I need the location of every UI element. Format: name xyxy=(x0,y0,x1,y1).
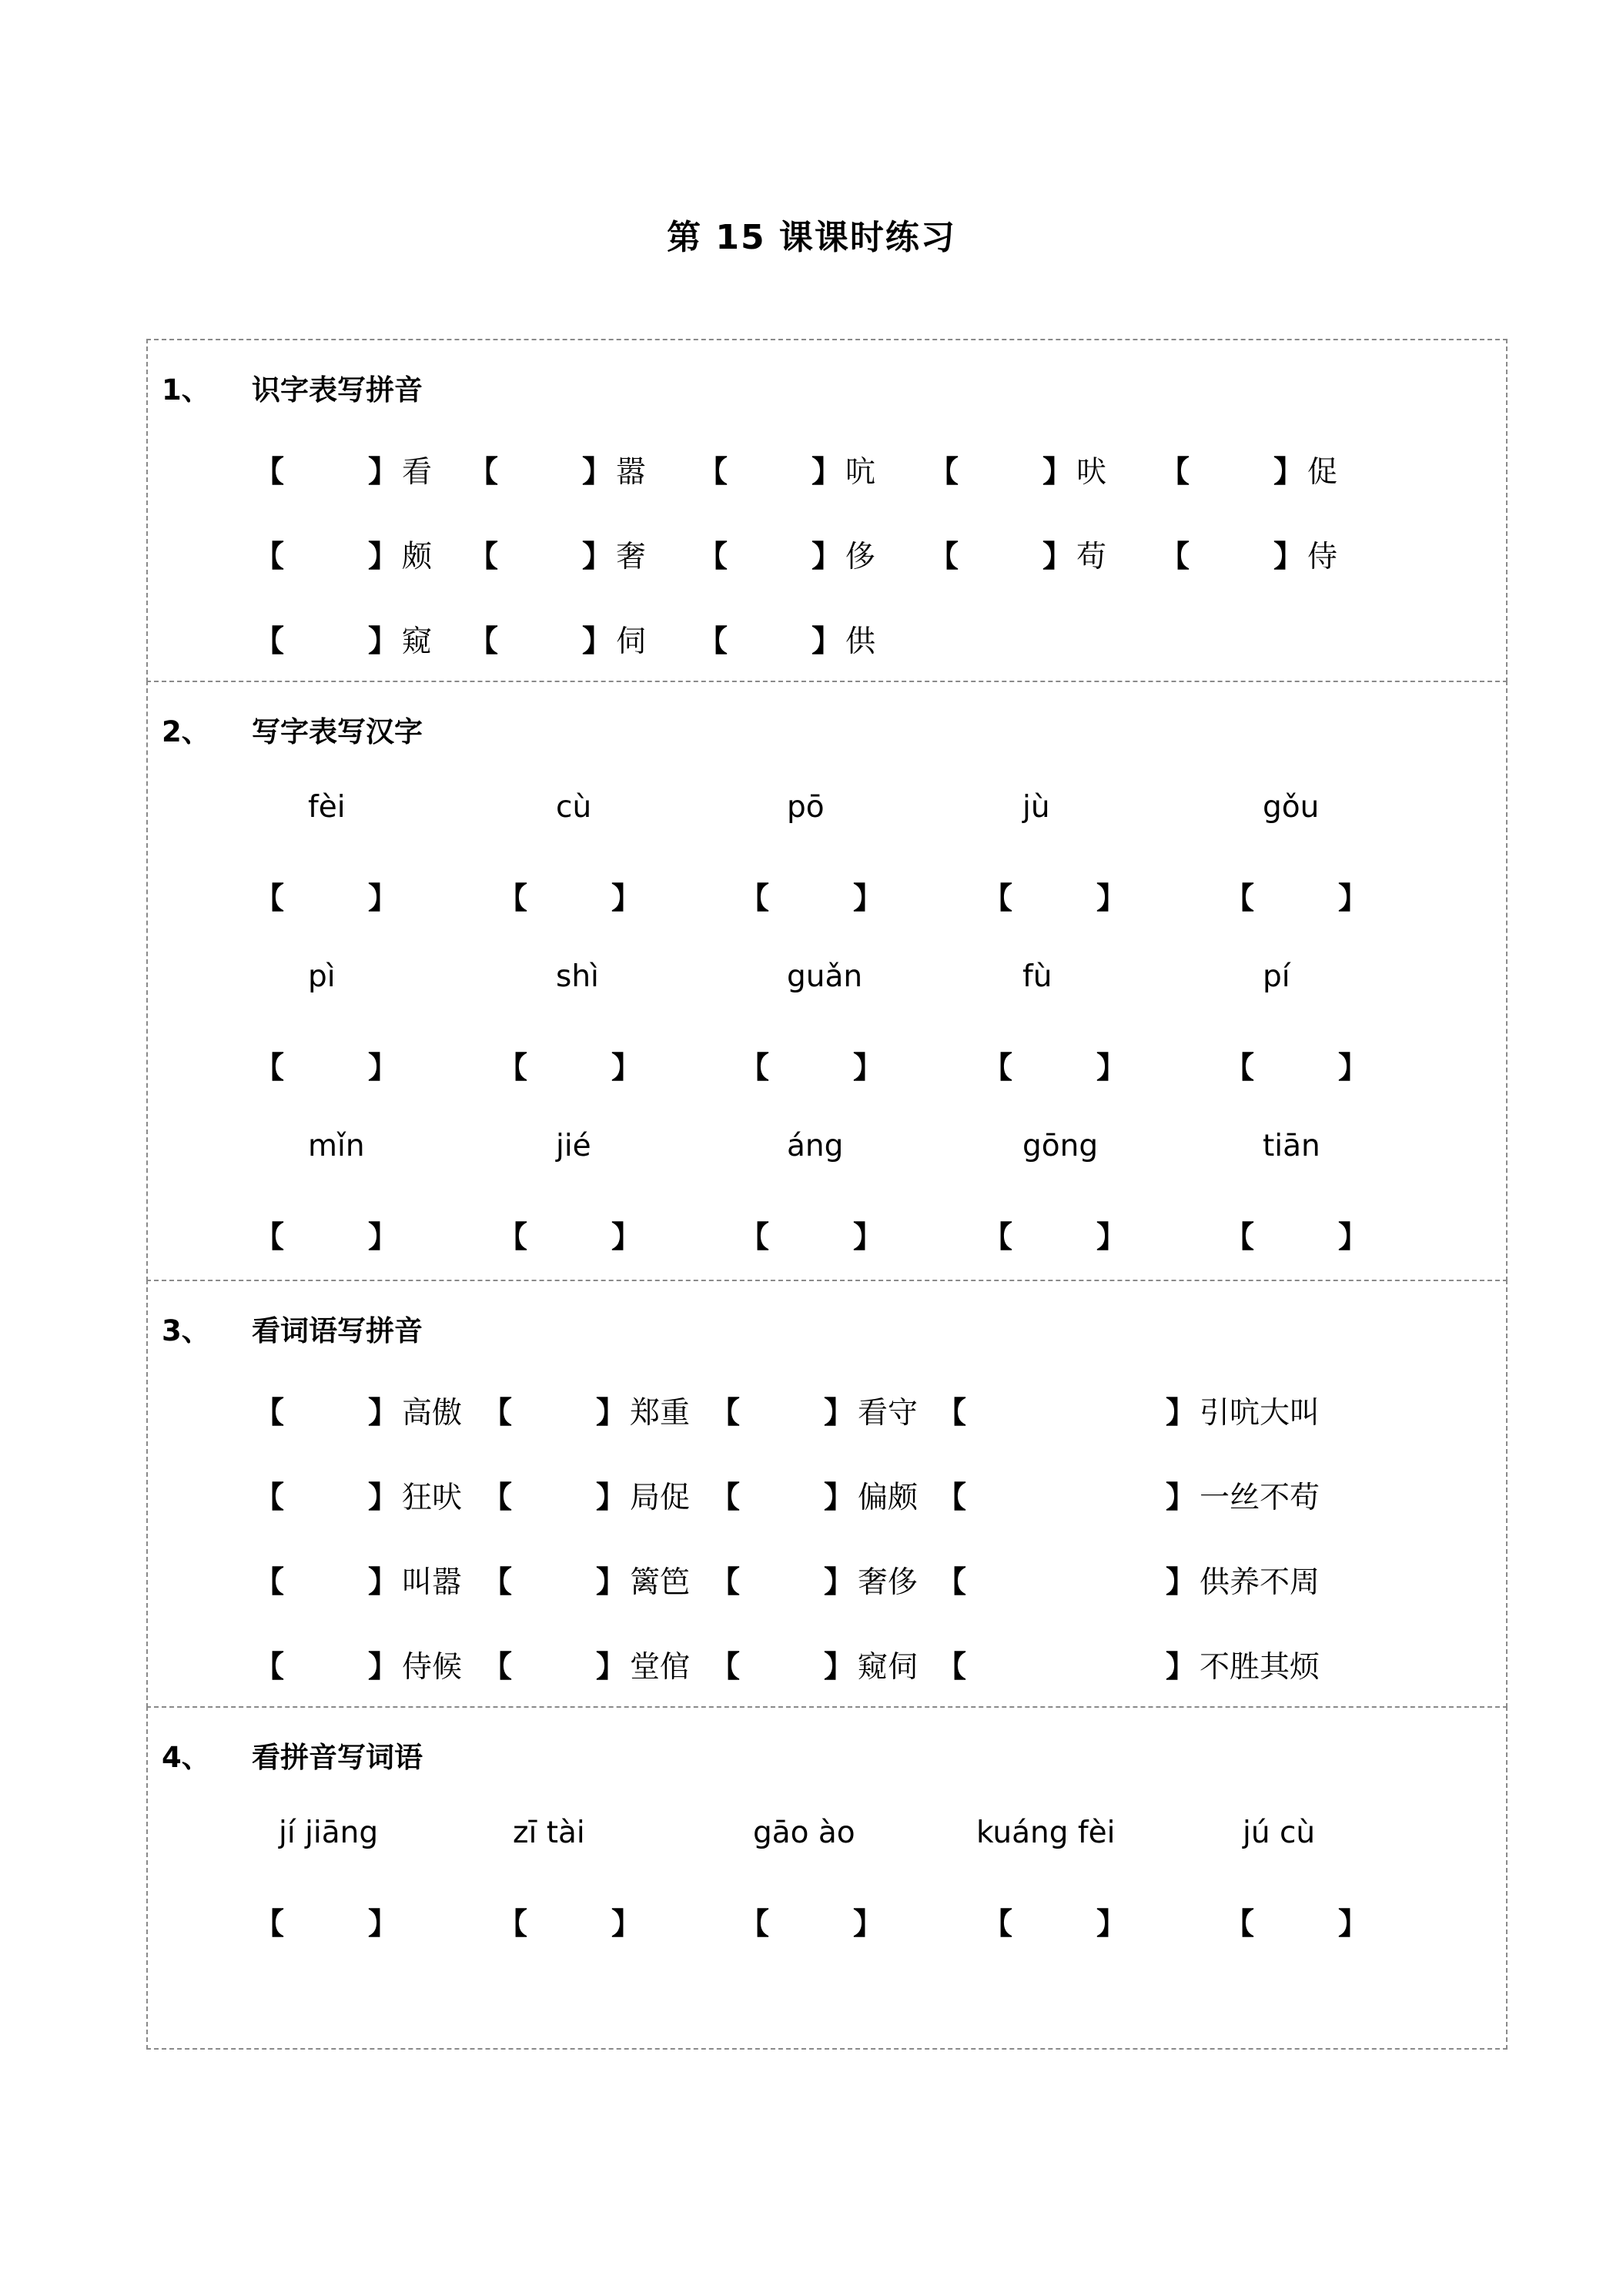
answer-bracket-open[interactable]: 【 xyxy=(929,455,959,490)
section-heading: 看拼音写词语 xyxy=(252,1741,423,1774)
answer-bracket-open[interactable]: 【 xyxy=(254,624,285,659)
answer-bracket-open[interactable]: 【 xyxy=(482,1565,513,1600)
answer-bracket-open[interactable]: 【 xyxy=(1224,882,1255,916)
character: 侍 xyxy=(1307,540,1338,574)
answer-bracket-open[interactable]: 【 xyxy=(929,540,959,574)
answer-bracket-open[interactable]: 【 xyxy=(936,1481,967,1515)
answer-bracket-open[interactable]: 【 xyxy=(482,1396,513,1431)
answer-bracket-open[interactable]: 【 xyxy=(497,1907,528,1942)
answer-bracket-open[interactable]: 【 xyxy=(254,882,285,916)
answer-bracket-close: 】 xyxy=(824,1481,855,1515)
character: 伺 xyxy=(616,624,647,659)
character: 看 xyxy=(402,455,433,490)
answer-bracket-close: 】 xyxy=(1096,1907,1127,1942)
pinyin: pì xyxy=(308,959,336,994)
character: 嚣 xyxy=(616,455,647,490)
pinyin: guǎn xyxy=(787,959,863,994)
word: 奢侈 xyxy=(858,1565,919,1600)
answer-bracket-open[interactable]: 【 xyxy=(1224,1220,1255,1255)
page-title: 第 15 课课时练习 xyxy=(667,218,956,257)
answer-bracket-open[interactable]: 【 xyxy=(254,1907,285,1942)
character: 苟 xyxy=(1076,540,1107,574)
answer-bracket-close: 】 xyxy=(1273,455,1304,490)
answer-bracket-close: 】 xyxy=(812,455,842,490)
answer-bracket-open[interactable]: 【 xyxy=(254,1650,285,1685)
answer-bracket-close: 】 xyxy=(368,1907,399,1942)
answer-bracket-open[interactable]: 【 xyxy=(254,1481,285,1515)
answer-bracket-close: 】 xyxy=(1042,540,1073,574)
answer-bracket-close: 】 xyxy=(368,1396,399,1431)
answer-bracket-open[interactable]: 【 xyxy=(254,1051,285,1086)
pinyin: jù xyxy=(1022,790,1050,825)
character: 侈 xyxy=(845,540,876,574)
word: 偏颇 xyxy=(858,1481,919,1515)
pinyin: fù xyxy=(1022,959,1052,994)
answer-bracket-close: 】 xyxy=(1042,455,1073,490)
answer-bracket-open[interactable]: 【 xyxy=(254,455,285,490)
answer-bracket-close: 】 xyxy=(582,540,613,574)
answer-bracket-close: 】 xyxy=(1338,1907,1369,1942)
word: 供养不周 xyxy=(1200,1565,1320,1600)
answer-bracket-close: 】 xyxy=(368,1051,399,1086)
answer-bracket-close: 】 xyxy=(368,1481,399,1515)
word: 看守 xyxy=(858,1396,919,1431)
pinyin: jié xyxy=(556,1129,591,1163)
word: 郑重 xyxy=(630,1396,691,1431)
word: 侍候 xyxy=(402,1650,463,1685)
answer-bracket-open[interactable]: 【 xyxy=(1160,455,1190,490)
answer-bracket-open[interactable]: 【 xyxy=(254,1220,285,1255)
character: 供 xyxy=(845,624,876,659)
answer-bracket-open[interactable]: 【 xyxy=(698,455,728,490)
word: 不胜其烦 xyxy=(1200,1650,1320,1685)
character: 吠 xyxy=(1076,455,1107,490)
pinyin: tiān xyxy=(1263,1129,1320,1163)
answer-bracket-open[interactable]: 【 xyxy=(1160,540,1190,574)
pinyin-phrase: gāo ào xyxy=(753,1816,855,1850)
section-number: 4、 xyxy=(162,1741,210,1774)
answer-bracket-open[interactable]: 【 xyxy=(739,1051,770,1086)
answer-bracket-open[interactable]: 【 xyxy=(982,1907,1013,1942)
answer-bracket-open[interactable]: 【 xyxy=(497,1220,528,1255)
answer-bracket-open[interactable]: 【 xyxy=(482,1481,513,1515)
answer-bracket-open[interactable]: 【 xyxy=(1224,1051,1255,1086)
answer-bracket-close: 】 xyxy=(1338,1051,1369,1086)
answer-bracket-open[interactable]: 【 xyxy=(710,1396,741,1431)
pinyin-phrase: kuáng fèi xyxy=(976,1816,1116,1850)
answer-bracket-open[interactable]: 【 xyxy=(698,624,728,659)
answer-bracket-close: 】 xyxy=(1096,1220,1127,1255)
character: 颇 xyxy=(402,540,433,574)
word: 叫嚣 xyxy=(402,1565,463,1600)
section-heading: 识字表写拼音 xyxy=(252,373,423,407)
section-number: 3、 xyxy=(162,1314,210,1347)
answer-bracket-close: 】 xyxy=(611,1220,642,1255)
answer-bracket-close: 】 xyxy=(812,540,842,574)
answer-bracket-close: 】 xyxy=(1338,882,1369,916)
answer-bracket-close: 】 xyxy=(368,1220,399,1255)
answer-bracket-open[interactable]: 【 xyxy=(982,882,1013,916)
pinyin: fèi xyxy=(308,790,346,825)
answer-bracket-open[interactable]: 【 xyxy=(468,624,499,659)
character: 吭 xyxy=(845,455,876,490)
section-heading: 看词语写拼音 xyxy=(252,1314,423,1347)
answer-bracket-close: 】 xyxy=(611,882,642,916)
answer-bracket-close: 】 xyxy=(582,455,613,490)
answer-bracket-close: 】 xyxy=(853,1907,884,1942)
word: 狂吠 xyxy=(402,1481,463,1515)
pinyin-phrase: jú cù xyxy=(1243,1816,1316,1850)
pinyin: áng xyxy=(787,1129,844,1163)
answer-bracket-close: 】 xyxy=(1166,1650,1196,1685)
answer-bracket-close: 】 xyxy=(1166,1565,1196,1600)
answer-bracket-close: 】 xyxy=(1096,882,1127,916)
answer-bracket-open[interactable]: 【 xyxy=(710,1565,741,1600)
pinyin-phrase: jí jiāng xyxy=(279,1816,379,1850)
answer-bracket-close: 】 xyxy=(1273,540,1304,574)
pinyin-phrase: zī tài xyxy=(513,1816,585,1850)
answer-bracket-close: 】 xyxy=(368,882,399,916)
answer-bracket-open[interactable]: 【 xyxy=(254,540,285,574)
answer-bracket-close: 】 xyxy=(596,1565,627,1600)
character: 窥 xyxy=(402,624,433,659)
word: 高傲 xyxy=(402,1396,463,1431)
pinyin: shì xyxy=(556,959,599,994)
answer-bracket-close: 】 xyxy=(368,455,399,490)
answer-bracket-close: 】 xyxy=(582,624,613,659)
word: 堂倌 xyxy=(630,1650,691,1685)
pinyin: gōng xyxy=(1022,1129,1099,1163)
answer-bracket-open[interactable]: 【 xyxy=(710,1650,741,1685)
answer-bracket-close: 】 xyxy=(596,1396,627,1431)
answer-bracket-open[interactable]: 【 xyxy=(936,1396,967,1431)
answer-bracket-close: 】 xyxy=(824,1396,855,1431)
answer-bracket-close: 】 xyxy=(368,540,399,574)
answer-bracket-close: 】 xyxy=(368,1565,399,1600)
pinyin: gǒu xyxy=(1263,790,1320,825)
answer-bracket-open[interactable]: 【 xyxy=(254,1565,285,1600)
answer-bracket-close: 】 xyxy=(611,1907,642,1942)
answer-bracket-open[interactable]: 【 xyxy=(710,1481,741,1515)
answer-bracket-open[interactable]: 【 xyxy=(497,1051,528,1086)
pinyin: pí xyxy=(1263,959,1290,994)
section-number: 1、 xyxy=(162,373,210,407)
pinyin: cù xyxy=(556,790,592,825)
answer-bracket-open[interactable]: 【 xyxy=(497,882,528,916)
answer-bracket-open[interactable]: 【 xyxy=(982,1051,1013,1086)
answer-bracket-open[interactable]: 【 xyxy=(936,1565,967,1600)
answer-bracket-close: 】 xyxy=(611,1051,642,1086)
answer-bracket-close: 】 xyxy=(853,1051,884,1086)
answer-bracket-open[interactable]: 【 xyxy=(739,1220,770,1255)
pinyin: mǐn xyxy=(308,1129,365,1163)
answer-bracket-open[interactable]: 【 xyxy=(468,455,499,490)
answer-bracket-open[interactable]: 【 xyxy=(698,540,728,574)
answer-bracket-open[interactable]: 【 xyxy=(739,882,770,916)
answer-bracket-open[interactable]: 【 xyxy=(739,1907,770,1942)
word: 局促 xyxy=(630,1481,691,1515)
answer-bracket-close: 】 xyxy=(853,1220,884,1255)
answer-bracket-close: 】 xyxy=(1096,1051,1127,1086)
character: 奢 xyxy=(616,540,647,574)
answer-bracket-open[interactable]: 【 xyxy=(982,1220,1013,1255)
answer-bracket-close: 】 xyxy=(368,1650,399,1685)
answer-bracket-close: 】 xyxy=(812,624,842,659)
word: 引吭大叫 xyxy=(1200,1396,1320,1431)
answer-bracket-close: 】 xyxy=(1338,1220,1369,1255)
section-heading: 写字表写汉字 xyxy=(252,715,423,748)
answer-bracket-close: 】 xyxy=(1166,1481,1196,1515)
word: 窥伺 xyxy=(858,1650,919,1685)
answer-bracket-close: 】 xyxy=(596,1481,627,1515)
section-number: 2、 xyxy=(162,715,210,748)
character: 促 xyxy=(1307,455,1338,490)
answer-bracket-close: 】 xyxy=(368,624,399,659)
answer-bracket-open[interactable]: 【 xyxy=(936,1650,967,1685)
answer-bracket-close: 】 xyxy=(853,882,884,916)
answer-bracket-open[interactable]: 【 xyxy=(1224,1907,1255,1942)
answer-bracket-open[interactable]: 【 xyxy=(468,540,499,574)
pinyin: pō xyxy=(787,790,825,825)
answer-bracket-close: 】 xyxy=(1166,1396,1196,1431)
answer-bracket-close: 】 xyxy=(824,1565,855,1600)
answer-bracket-open[interactable]: 【 xyxy=(482,1650,513,1685)
answer-bracket-close: 】 xyxy=(824,1650,855,1685)
word: 一丝不苟 xyxy=(1200,1481,1320,1515)
answer-bracket-close: 】 xyxy=(596,1650,627,1685)
word: 篱笆 xyxy=(630,1565,691,1600)
answer-bracket-open[interactable]: 【 xyxy=(254,1396,285,1431)
